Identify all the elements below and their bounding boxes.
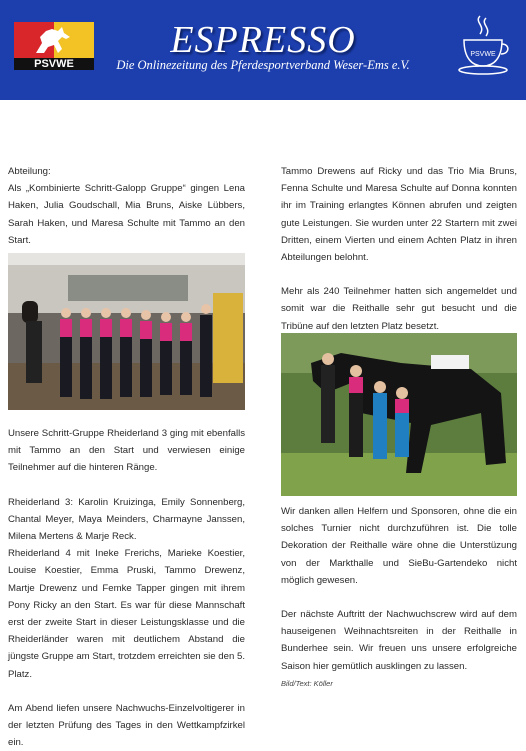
logo-brand-label: PSVWE	[14, 58, 94, 70]
left-column-continued	[8, 425, 245, 751]
paragraph: Unsere Schritt-Gruppe Rheiderland 3 ging mit ebenfalls mit Tammo an den Start und verwiesen einige Teilnehmer auf die hinteren Ränge.	[8, 428, 245, 474]
paragraph: Rheiderland 4 mit Ineke Frerichs, Marieke Koestier, Louise Koestier, Emma Pruski, Tammo Drewenz, Martje Drewenz und Femke Tapper gingen mit ihrem Pony Ricky an den Start. Es war für diese Mannschaft erst der zweite Start in dieser Leistungsklasse und die Rheiderländer waren mit deutlichem Abstand die jüngste Gruppe am Start, trotzdem erreichten sie den 5. Platz.	[8, 548, 245, 680]
paragraph: Am Abend liefen unsere Nachwuchs-Einzelvoltigerer in der letzten Prüfung des Tages in den Wettkampfzirkel ein.	[8, 702, 245, 749]
right-column	[281, 163, 517, 335]
page-title: ESPRESSO	[170, 19, 356, 61]
paragraph: Wir danken allen Helfern und Sponsoren, ohne die ein solches Turnier nicht durchzuführen ist. Die tolle Dekoration der Reithalle wäre ohne die Unterstüzung von der Markthalle und SieBu-Gartendeko nicht möglich gewesen.	[281, 506, 517, 586]
page-subtitle: Die Onlinezeitung des Pferdesportverband Weser-Ems e.V.	[116, 58, 410, 72]
vaulting-group-photo	[8, 253, 245, 410]
left-column	[8, 163, 245, 249]
coffee-cup-icon	[456, 14, 512, 76]
paragraph: Als „Kombinierte Schritt-Galopp Gruppe“ gingen Lena Haken, Julia Goudschall, Mia Bruns, Aiske Lübbers, Sarah Haken, und Maresa Schulte mit Tammo an den Start.	[8, 183, 245, 246]
paragraph: Mehr als 240 Teilnehmer hatten sich angemeldet und somit war die Reithalle sehr gut besucht und die Tribüne auf den letzten Platz besetzt.	[281, 286, 517, 332]
page-header	[0, 0, 526, 100]
right-column-continued	[281, 503, 517, 692]
cup-label: PSVWE	[470, 51, 496, 58]
paragraph: Rheiderland 3: Karolin Kruizinga, Emily Sonnenberg, Chantal Meyer, Maya Meinders, Charmayne Janssen, Milena Mertens & Marje Reck.	[8, 496, 245, 543]
paragraph: Der nächste Auftritt der Nachwuchscrew wird auf dem hauseigenen Weihnachtsreiten in der Reithalle in Bunderhee sein. Wir freuen uns unsere erfolgreiche Saison hier gemütlich ausklingen zu lassen.	[281, 609, 517, 672]
horse-and-vaulters-photo	[281, 333, 517, 496]
photo-credit: Bild/Text: Köller	[281, 678, 333, 688]
paragraph: Abteilung:	[8, 166, 51, 177]
paragraph: Tammo Drewens auf Ricky und das Trio Mia Bruns, Fenna Schulte und Maresa Schulte auf Donna konnten ihr im Training erlangtes Können abrufen und zeigten gute Leistungen. Sie wurden unter 22 Startern mit zwei Dritten, einem Vierten und einem Achten Platz in ihren Abteilungen belohnt.	[281, 166, 517, 264]
